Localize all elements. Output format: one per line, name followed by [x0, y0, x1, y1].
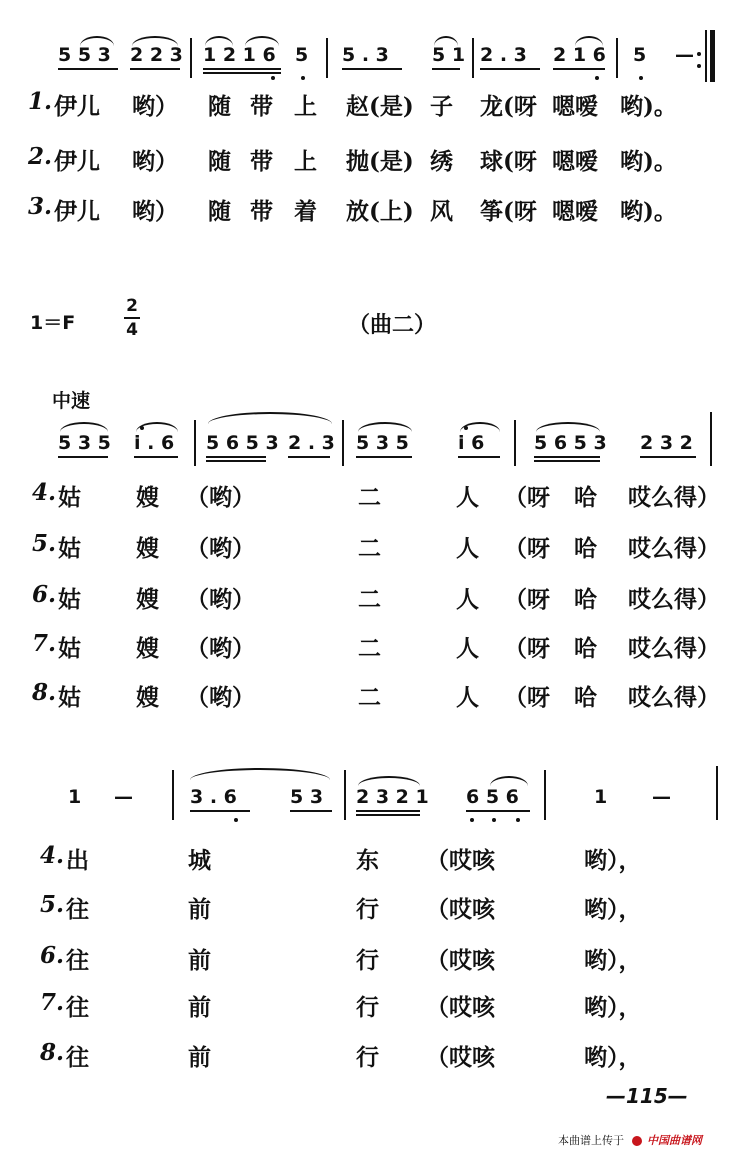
lyric-word: 放(上): [346, 198, 414, 225]
final-barline: [710, 30, 715, 82]
beam-line: [190, 810, 250, 812]
beam-line: [203, 72, 281, 74]
lyric-word: 哎么得）: [628, 635, 720, 662]
low-octave-dot: [492, 818, 496, 822]
beam-line: [432, 68, 460, 70]
lyric-word: 前: [188, 994, 211, 1021]
note-group: 3 . 6: [190, 786, 237, 808]
note-group: 5 6 5 3: [206, 432, 279, 454]
lyric-word: 二: [358, 684, 381, 711]
beam-line: [466, 810, 530, 812]
site-logo[interactable]: 中国曲谱网: [647, 1134, 702, 1147]
lyric-word: （哟）: [186, 586, 255, 613]
lyric-word: 球(呀: [480, 148, 537, 175]
beam-line: [356, 810, 420, 812]
verse-number: 5.: [40, 891, 65, 918]
note-group: —: [652, 786, 671, 808]
lyric-word: 嫂: [136, 535, 159, 562]
lyric-word: 嗯嗳: [552, 148, 598, 175]
notation-line-1: [0, 30, 750, 90]
lyric-word: 二: [358, 535, 381, 562]
low-octave-dot: [301, 76, 305, 80]
verse-number: 7.: [32, 630, 57, 657]
lyric-word: 赵(是): [346, 93, 414, 120]
note-group: 5 . 3: [342, 44, 389, 66]
beam-line: [203, 68, 281, 70]
note-group: 2 1 6: [553, 44, 606, 66]
lyric-word: 子: [430, 93, 453, 120]
beam-line: [290, 810, 332, 812]
lyric-word: 嗯嗳: [552, 198, 598, 225]
note-group: 5 1: [432, 44, 466, 66]
note-group: i . 6: [134, 432, 175, 454]
slur: [190, 768, 330, 780]
note-group: 2 . 3: [288, 432, 335, 454]
verse-number: 7.: [40, 989, 65, 1016]
low-octave-dot: [639, 76, 643, 80]
beam-line: [534, 456, 600, 458]
time-divider: [124, 317, 140, 319]
lyric-word: 人: [456, 684, 479, 711]
note-group: 5 6 5 3: [534, 432, 607, 454]
lyric-word: 伊儿: [54, 93, 100, 120]
low-octave-dot: [271, 76, 275, 80]
barline: [514, 420, 516, 466]
beam-line: [206, 456, 266, 458]
lyric-word: （呀: [504, 586, 550, 613]
lyric-word: 往: [66, 947, 89, 974]
beam-line: [534, 460, 600, 462]
lyric-word: 哈: [574, 586, 597, 613]
note-group: 2 3 2: [640, 432, 693, 454]
lyric-word: 嗯嗳: [552, 93, 598, 120]
lyric-word: 带: [250, 93, 273, 120]
beam-line: [58, 456, 108, 458]
site-logo-icon: [632, 1136, 642, 1146]
beam-line: [458, 456, 500, 458]
slur: [132, 36, 178, 46]
lyric-word: 东: [356, 847, 379, 874]
barline: [710, 412, 712, 466]
lyric-line-8: [0, 679, 750, 715]
lyric-word: （哎咳: [426, 847, 495, 874]
barline: [544, 770, 546, 820]
low-octave-dot: [595, 76, 599, 80]
verse-number: 3.: [28, 193, 53, 220]
final-barline: [705, 30, 707, 82]
lyric-line-10: [0, 891, 750, 927]
lyric-word: 哈: [574, 684, 597, 711]
lyric-word: 着: [294, 198, 317, 225]
time-signature: [122, 296, 142, 340]
slur: [434, 36, 458, 46]
lyric-word: 绣: [430, 148, 453, 175]
lyric-word: 往: [66, 896, 89, 923]
lyric-word: 行: [356, 1044, 379, 1071]
lyric-word: 哟），: [584, 847, 642, 874]
lyric-line-9: [0, 842, 750, 878]
upload-text: 本曲谱上传于: [558, 1134, 624, 1147]
lyric-word: 上: [294, 148, 317, 175]
verse-number: 6.: [40, 942, 65, 969]
note-group: 2 2 3: [130, 44, 183, 66]
lyric-line-5: [0, 530, 750, 566]
beam-line: [553, 68, 605, 70]
slur: [208, 412, 332, 424]
notation-line-2: [0, 412, 750, 472]
lyric-word: （呀: [504, 684, 550, 711]
lyric-line-3: [0, 193, 750, 229]
slur: [80, 36, 114, 46]
note-group: 1 2 1 6: [203, 44, 276, 66]
key-signature: [30, 308, 75, 335]
lyric-line-7: [0, 630, 750, 666]
barline: [342, 420, 344, 466]
barline: [190, 38, 192, 78]
beam-line: [356, 456, 412, 458]
lyric-line-6: [0, 581, 750, 617]
slur: [205, 36, 233, 46]
key-label: 1＝F: [30, 312, 76, 334]
slur: [358, 422, 412, 432]
lyric-word: 嫂: [136, 586, 159, 613]
notation-line-3: [0, 766, 750, 826]
lyric-word: 哈: [574, 535, 597, 562]
lyric-word: 龙(呀: [480, 93, 537, 120]
high-octave-dot: [140, 426, 144, 430]
verse-number: 2.: [28, 143, 53, 170]
note-group: 5 3 5: [58, 432, 111, 454]
beam-line: [130, 68, 180, 70]
lyric-word: （哎咳: [426, 947, 495, 974]
lyric-word: 前: [188, 896, 211, 923]
lyric-word: 姑: [58, 535, 81, 562]
note-group: 1: [68, 786, 82, 808]
lyric-word: （哎咳: [426, 896, 495, 923]
lyric-word: 上: [294, 93, 317, 120]
lyric-word: 二: [358, 635, 381, 662]
verse-number: 5.: [32, 530, 57, 557]
barline: [172, 770, 174, 820]
time-top: 2: [126, 296, 138, 316]
beam-line: [640, 456, 696, 458]
piece-title: （曲二）: [348, 312, 437, 338]
lyric-word: 前: [188, 947, 211, 974]
lyric-word: 哎么得）: [628, 586, 720, 613]
beam-line: [206, 460, 266, 462]
lyric-word: （哎咳: [426, 994, 495, 1021]
note-group: 5 3 5: [356, 432, 409, 454]
barline: [472, 38, 474, 78]
verse-number: 8.: [40, 1039, 65, 1066]
lyric-word: 哟）: [132, 93, 178, 120]
lyric-word: 哟），: [584, 947, 642, 974]
verse-number: 4.: [32, 479, 57, 506]
lyric-word: 筝(呀: [480, 198, 537, 225]
note-group: 2 3 2 1: [356, 786, 429, 808]
lyric-word: （哟）: [186, 484, 255, 511]
lyric-word: 出: [66, 847, 89, 874]
lyric-word: 人: [456, 484, 479, 511]
repeat-dot: [697, 52, 701, 56]
lyric-word: 哟），: [584, 896, 642, 923]
note-group: 5 3: [290, 786, 324, 808]
lyric-line-1: [0, 88, 750, 124]
lyric-word: 随: [208, 148, 231, 175]
slur: [358, 776, 420, 786]
tempo-mark: 中速: [52, 390, 91, 412]
lyric-line-12: [0, 989, 750, 1025]
low-octave-dot: [516, 818, 520, 822]
lyric-word: 前: [188, 1044, 211, 1071]
lyric-word: 行: [356, 896, 379, 923]
lyric-word: 哟)。: [620, 93, 677, 120]
lyric-word: 带: [250, 148, 273, 175]
verse-number: 6.: [32, 581, 57, 608]
lyric-word: （呀: [504, 535, 550, 562]
beam-line: [480, 68, 540, 70]
note-group: —: [675, 44, 694, 66]
slur: [490, 776, 528, 786]
lyric-word: 二: [358, 586, 381, 613]
barline: [194, 420, 196, 466]
upload-note: [558, 1132, 702, 1148]
barline: [616, 38, 618, 78]
lyric-word: 哎么得）: [628, 684, 720, 711]
barline: [716, 766, 718, 820]
note-group: —: [114, 786, 133, 808]
slur: [575, 36, 603, 46]
lyric-word: （哟）: [186, 684, 255, 711]
lyric-word: 二: [358, 484, 381, 511]
beam-line: [288, 456, 330, 458]
lyric-word: 城: [188, 847, 211, 874]
lyric-word: 哈: [574, 635, 597, 662]
lyric-word: 往: [66, 1044, 89, 1071]
lyric-word: 哎么得）: [628, 484, 720, 511]
beam-line: [342, 68, 402, 70]
lyric-word: 抛(是): [346, 148, 414, 175]
lyric-word: 伊儿: [54, 198, 100, 225]
note-group: i 6: [458, 432, 485, 454]
low-octave-dot: [470, 818, 474, 822]
lyric-word: 风: [430, 198, 453, 225]
lyric-word: 行: [356, 994, 379, 1021]
slur: [245, 36, 279, 46]
lyric-line-4: [0, 479, 750, 515]
lyric-line-13: [0, 1039, 750, 1075]
lyric-word: 往: [66, 994, 89, 1021]
lyric-word: 嫂: [136, 484, 159, 511]
lyric-word: （呀: [504, 635, 550, 662]
beam-line: [356, 814, 420, 816]
lyric-word: （呀: [504, 484, 550, 511]
lyric-word: 哟）: [132, 198, 178, 225]
lyric-word: 哈: [574, 484, 597, 511]
beam-line: [134, 456, 178, 458]
lyric-word: （哟）: [186, 535, 255, 562]
slur: [536, 422, 600, 432]
note-group: 1: [594, 786, 608, 808]
lyric-word: 人: [456, 535, 479, 562]
lyric-word: 哟），: [584, 994, 642, 1021]
note-group: 6 5 6: [466, 786, 519, 808]
verse-number: 1.: [28, 88, 53, 115]
note-group: 5: [633, 44, 647, 66]
lyric-word: 人: [456, 635, 479, 662]
lyric-word: 伊儿: [54, 148, 100, 175]
lyric-word: 人: [456, 586, 479, 613]
page-number: —115—: [606, 1084, 688, 1108]
barline: [326, 38, 328, 78]
lyric-word: 姑: [58, 484, 81, 511]
barline: [344, 770, 346, 820]
lyric-line-11: [0, 942, 750, 978]
lyric-word: 带: [250, 198, 273, 225]
note-group: 2 . 3: [480, 44, 527, 66]
verse-number: 4.: [40, 842, 65, 869]
lyric-word: 哟），: [584, 1044, 642, 1071]
lyric-word: 嫂: [136, 635, 159, 662]
lyric-word: 哟)。: [620, 148, 677, 175]
beam-line: [58, 68, 118, 70]
lyric-word: （哎咳: [426, 1044, 495, 1071]
lyric-word: 随: [208, 93, 231, 120]
high-octave-dot: [464, 426, 468, 430]
lyric-word: 姑: [58, 586, 81, 613]
slur: [60, 422, 108, 432]
low-octave-dot: [234, 818, 238, 822]
note-group: 5 5 3: [58, 44, 111, 66]
lyric-word: 姑: [58, 635, 81, 662]
lyric-word: （哟）: [186, 635, 255, 662]
lyric-word: 哟)。: [620, 198, 677, 225]
note-group: 5: [295, 44, 309, 66]
lyric-word: 行: [356, 947, 379, 974]
lyric-word: 嫂: [136, 684, 159, 711]
lyric-line-2: [0, 143, 750, 179]
verse-number: 8.: [32, 679, 57, 706]
lyric-word: 随: [208, 198, 231, 225]
repeat-dot: [697, 64, 701, 68]
time-bottom: 4: [126, 320, 138, 340]
lyric-word: 哎么得）: [628, 535, 720, 562]
lyric-word: 哟）: [132, 148, 178, 175]
lyric-word: 姑: [58, 684, 81, 711]
